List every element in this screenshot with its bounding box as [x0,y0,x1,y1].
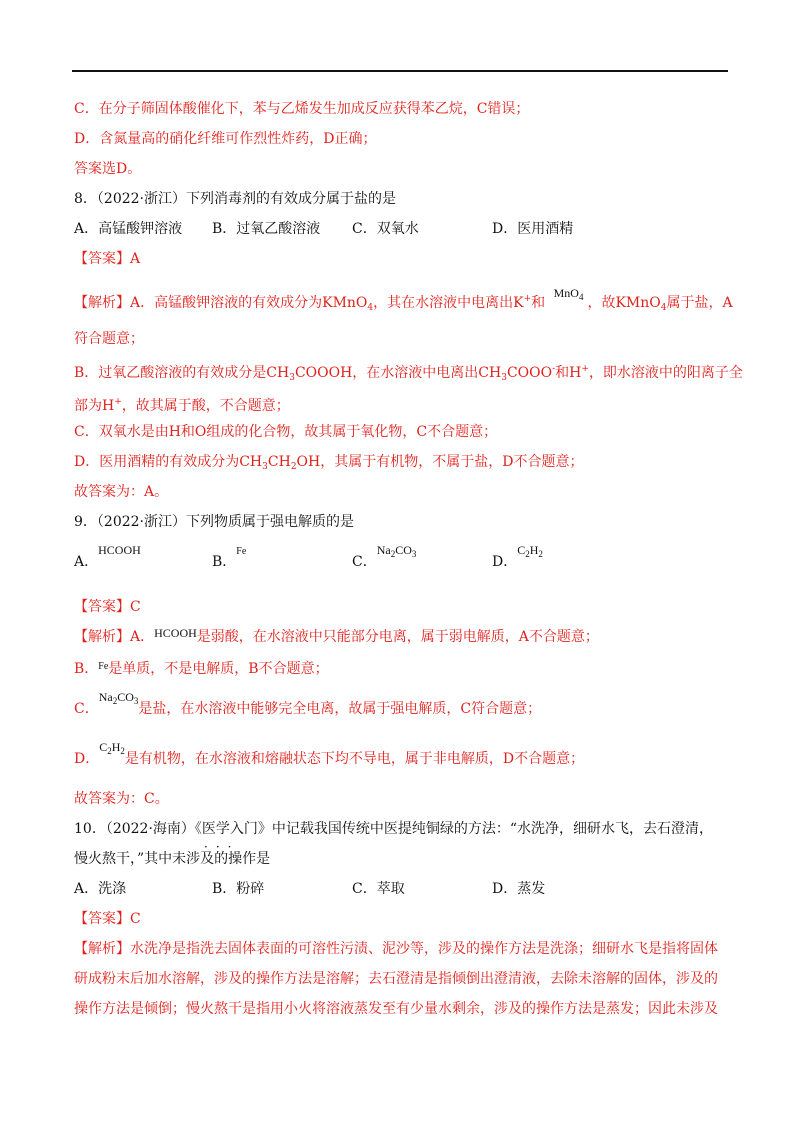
prev-answer: 答案选D。 [74,161,142,177]
q9-analysis-c: C．$Na_2CO_3$是盐，在水溶液中能够完全电离，故属于强电解质，C符合题意； [74,690,542,717]
q9-option-a: A．HCOOH [74,543,141,570]
q8-analysis-a-cont: 符合题意； [74,331,144,347]
q9-analysis-d: D．$C_2H_2$是有机物，在水溶液和熔融状态下均不导电，属于非电解质，D不合题意； [74,740,585,767]
q8-option-b: B．过氧乙酸溶液 [212,221,321,237]
q8-final-answer: 故答案为：A。 [74,484,169,500]
q10-option-b: B．粉碎 [212,881,265,897]
q8-analysis-a: 【解析】A．高锰酸钾溶液的有效成分为KMnO$_4$，其在水溶液中电离出K+和 MnO$_4$ ，故KMnO$_4$属于盐，A [74,286,733,313]
q10-option-a: A．洗涤 [74,881,127,897]
q9-stem: 9．（2022·浙江）下列物质属于强电解质的是 [74,514,354,530]
prev-option-d-explanation: D．含氮量高的硝化纤维可作烈性炸药，D正确； [74,131,377,147]
q8-option-d: D．医用酒精 [492,221,574,237]
q8-answer: 【答案】A [74,251,141,267]
q8-analysis-c: C．双氧水是由H和O组成的化合物，故其属于氧化物，C不合题意； [74,424,498,440]
q9-option-b: B．$^{Fe}$ [212,546,247,570]
q10-analysis-line2: 研成粉末后加水溶解，涉及的操作方法是溶解；去石澄清是指倾倒出澄清液，去除未溶解的固体，涉及的 [74,971,718,987]
q10-analysis-line3: 操作方法是倾倒；慢火熬干是指用小火将溶液蒸发至有少量水剩余，涉及的操作方法是蒸发；因此未涉及 [74,1001,718,1017]
q10-analysis-line1: 【解析】水洗净是指洗去固体表面的可溶性污渍、泥沙等，涉及的操作方法是洗涤；细研水飞是指将固体 [74,941,718,957]
q10-stem-line1: 10．（2022·海南）《医学入门》中记载我国传统中医提纯铜绿的方法：“水洗净，细研水飞，去石澄清， [74,821,714,837]
q10-option-c: C．萃取 [352,881,405,897]
q9-option-c: C．$Na_2CO_3$ [352,543,417,570]
emphasis-dots: ··· [204,840,240,854]
q8-option-a: A．高锰酸钾溶液 [74,221,183,237]
q9-final-answer: 故答案为：C。 [74,791,169,807]
q10-answer: 【答案】C [74,911,141,927]
q8-stem: 8．（2022·浙江）下列消毒剂的有效成分属于盐的是 [74,191,396,207]
q9-answer: 【答案】C [74,599,141,615]
q8-analysis-d: D．医用酒精的有效成分为$CH_3CH_2OH$，其属于有机物，不属于盐，D不合题意； [74,454,584,472]
q8-option-c: C．双氧水 [352,221,419,237]
header-rule [72,70,728,72]
q9-analysis-a: 【解析】A．HCOOH是弱酸，在水溶液中只能部分电离，属于弱电解质，A不合题意； [74,626,599,645]
q9-option-d: D．$C_2H_2$ [492,543,543,570]
q9-analysis-b: B．$^{Fe}$是单质，不是电解质，B不合题意； [74,661,329,677]
prev-option-c-explanation: C．在分子筛固体酸催化下，苯与乙烯发生加成反应获得苯乙烷，C错误； [74,101,530,117]
q8-analysis-b: B．过氧乙酸溶液的有效成分是$CH_3COOOH$，在水溶液中电离出$CH_3COOO^-$和H+，即水溶液中的阳离子全 [74,364,743,383]
q8-analysis-b-cont: 部为H+，故其属于酸，不合题意； [74,397,290,414]
mno4-formula: MnO$_4$ [553,286,584,302]
q10-stem-line2: 慢火熬干，”其中未涉及的操作是 [74,851,271,867]
q10-option-d: D．蒸发 [492,881,546,897]
